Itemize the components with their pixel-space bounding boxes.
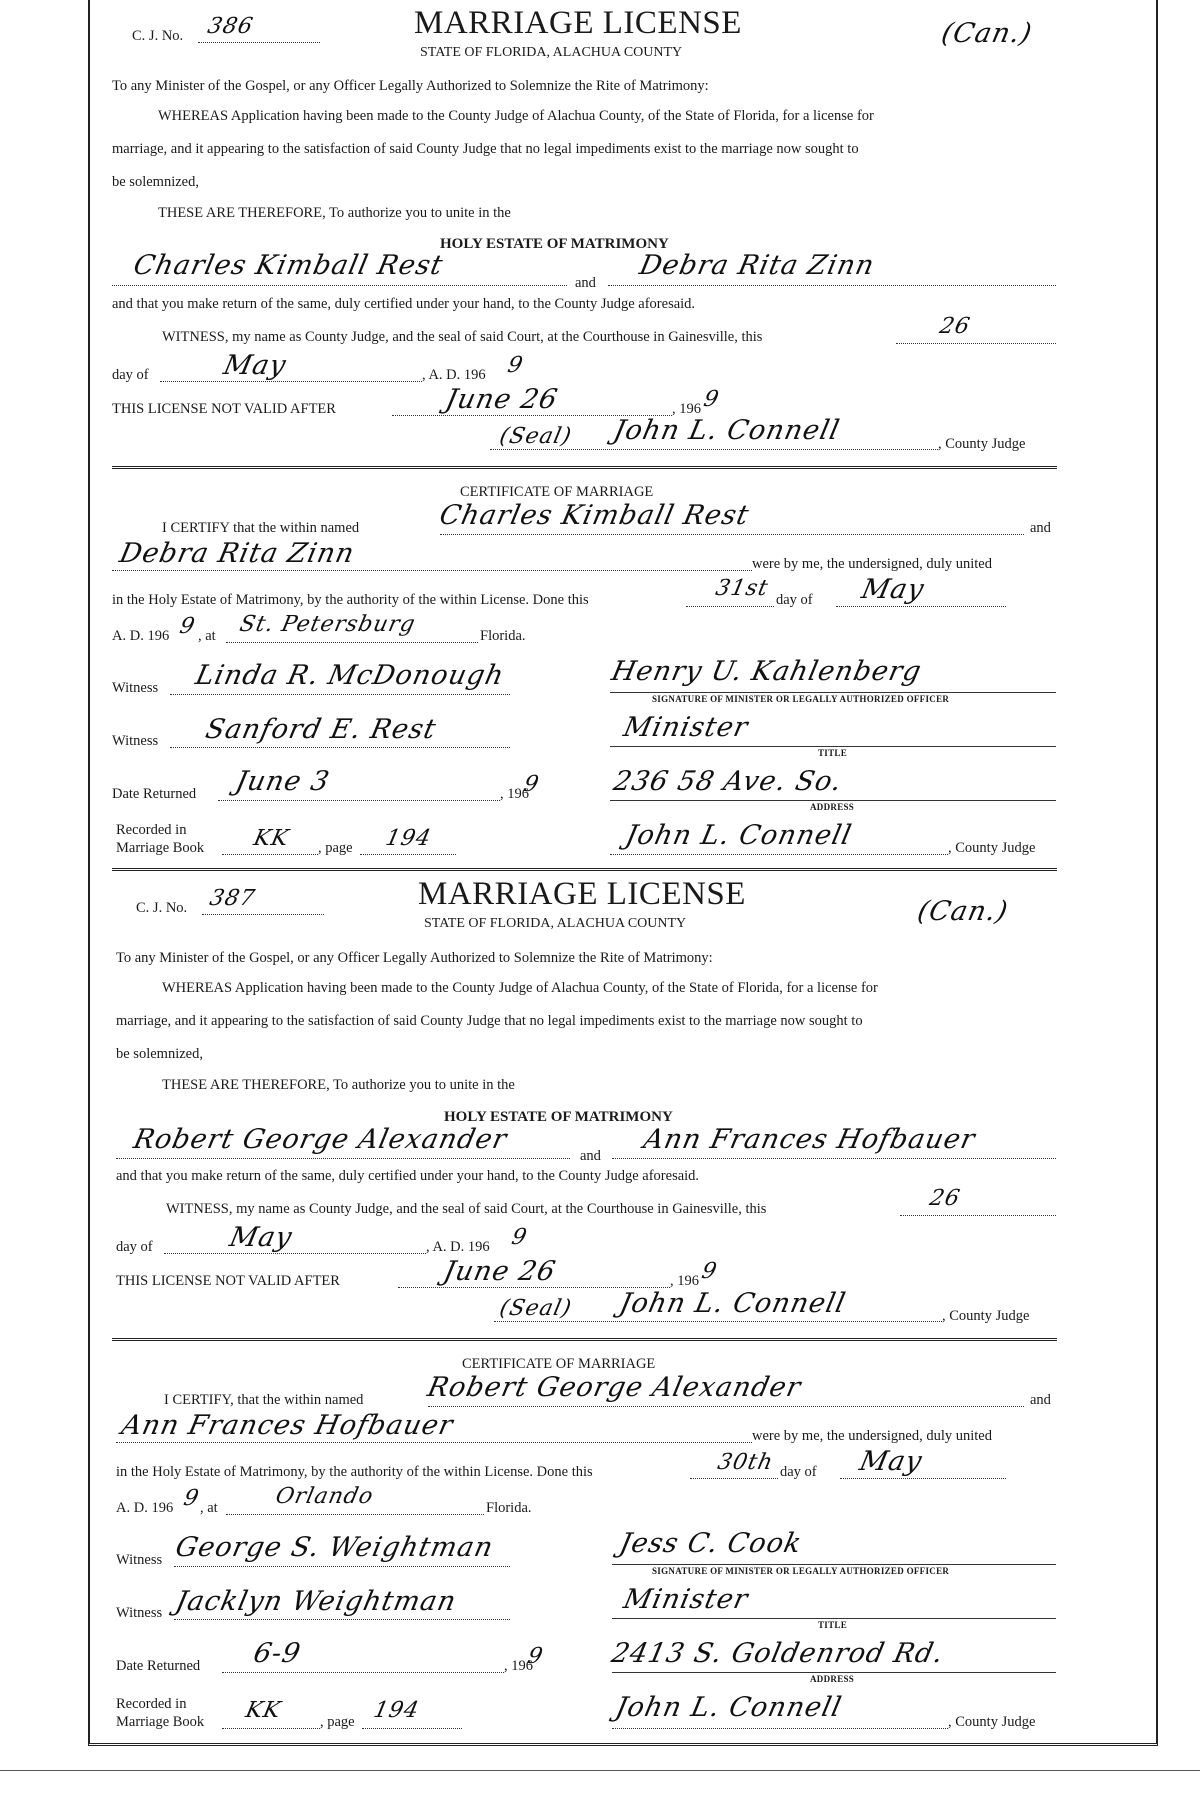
seal-mark: (Seal): [497, 1296, 575, 1321]
judge-signature: John L. Connell: [622, 820, 855, 851]
ad-label: A. D. 196: [112, 628, 170, 644]
certificate-heading: CERTIFICATE OF MARRIAGE: [460, 484, 654, 500]
witness2-label: Witness: [112, 733, 159, 749]
bride-line: [112, 570, 752, 571]
signature-caption: SIGNATURE OF MINISTER OR LEGALLY AUTHORIZED OFFICER: [652, 694, 950, 704]
whereas-line-2: marriage, and it appearing to the satisfaction of said County Judge that no legal impediments exist to the marriage now sought to: [116, 1013, 863, 1029]
book-line: [222, 1728, 320, 1729]
witness-day: 26: [927, 1186, 963, 1211]
officer-address: 236 58 Ave. So.: [610, 766, 846, 797]
judge-signature: John L. Connell: [616, 1288, 849, 1319]
witness1-label: Witness: [112, 680, 159, 696]
certify-label: I CERTIFY that the within named: [162, 520, 360, 536]
witness-day-line: [896, 343, 1056, 344]
whereas-line-1: WHEREAS Application having been made to the County Judge of Alachua County, of the State of Florida, for a license for: [158, 108, 874, 124]
united-label: were by me, the undersigned, duly united: [752, 1428, 992, 1444]
done-month-line: [840, 1478, 1006, 1479]
returned-year-digit: 9: [525, 1644, 546, 1669]
scan-edge-line: [0, 1770, 1200, 1771]
section-divider: [112, 1338, 1057, 1341]
ad-year-digit: 9: [177, 614, 198, 639]
groom-line: [440, 534, 1024, 535]
these-are-therefore: THESE ARE THEREFORE, To authorize you to unite in the: [162, 1077, 515, 1093]
done-day: 31st: [713, 576, 771, 601]
license-title: MARRIAGE LICENSE: [414, 5, 742, 41]
done-month: May: [856, 1446, 926, 1477]
groom-name: Robert George Alexander: [424, 1372, 805, 1403]
not-valid-date: June 26: [440, 1256, 559, 1287]
month-value: May: [226, 1222, 296, 1253]
done-day: 30th: [715, 1450, 776, 1475]
bride-name: Ann Frances Hofbauer: [118, 1410, 457, 1441]
whereas-line-1: WHEREAS Application having been made to the County Judge of Alachua County, of the State of Florida, for a license for: [162, 980, 878, 996]
whereas-line-3: be solemnized,: [112, 174, 199, 190]
seal-mark: (Seal): [497, 424, 575, 449]
section-divider: [112, 466, 1057, 469]
cj-number-label: C. J. No.: [136, 900, 188, 916]
and-label: and: [575, 275, 596, 291]
whereas-line-3: be solemnized,: [116, 1046, 203, 1062]
license-subtitle: STATE OF FLORIDA, ALACHUA COUNTY: [420, 45, 683, 60]
place-value: St. Petersburg: [237, 612, 418, 637]
returned-year-label: , 196: [504, 1658, 533, 1674]
date-returned-line: [218, 800, 500, 801]
witness2-signature: Jacklyn Weightman: [172, 1586, 460, 1617]
groom-line: [116, 1158, 570, 1159]
bride-line: [612, 1158, 1056, 1159]
certify-label: I CERTIFY, that the within named: [164, 1392, 364, 1408]
ad-label: A. D. 196: [116, 1500, 174, 1516]
not-valid-date: June 26: [442, 384, 561, 415]
at-label: , at: [200, 1500, 218, 1516]
florida-label: Florida.: [486, 1500, 532, 1516]
done-month-line: [836, 606, 1006, 607]
officer-signature: Henry U. Kahlenberg: [608, 656, 925, 687]
judge-title: , County Judge: [948, 840, 1036, 856]
day-of-label: day of: [112, 367, 149, 383]
place-line: [226, 642, 478, 643]
day-of-label: day of: [116, 1239, 153, 1255]
officer-signature: Jess C. Cook: [616, 1528, 805, 1559]
recorded-label-2: Marriage Book: [116, 840, 205, 856]
judge-signature-line: [612, 1728, 948, 1729]
groom-name: Charles Kimball Rest: [130, 250, 447, 281]
at-label: , at: [198, 628, 216, 644]
bride-name: Debra Rita Zinn: [116, 538, 358, 569]
address-line: To any Minister of the Gospel, or any Officer Legally Authorized to Solemnize the Rite of Matrimony:: [112, 78, 709, 94]
title-caption: TITLE: [818, 1620, 848, 1630]
whereas-line-2: marriage, and it appearing to the satisfaction of said County Judge that no legal impediments exist to the marriage now sought to: [112, 141, 859, 157]
book-value: KK: [251, 826, 292, 851]
witness1-line: [174, 1566, 510, 1567]
judge-signature: John L. Connell: [612, 1692, 845, 1723]
florida-label: Florida.: [480, 628, 526, 644]
signature-caption: SIGNATURE OF MINISTER OR LEGALLY AUTHORIZED OFFICER: [652, 1566, 950, 1576]
not-valid-label: THIS LICENSE NOT VALID AFTER: [112, 401, 336, 417]
place-line: [226, 1514, 484, 1515]
witness-line: WITNESS, my name as County Judge, and the seal of said Court, at the Courthouse in Gainesville, this: [162, 329, 763, 345]
month-line: [160, 381, 422, 382]
cj-number-value: 387: [207, 886, 258, 911]
holy-estate-heading: HOLY ESTATE OF MATRIMONY: [444, 1109, 673, 1125]
witness1-label: Witness: [116, 1552, 163, 1568]
ad-label: , A. D. 196: [422, 367, 486, 383]
book-value: KK: [243, 1698, 284, 1723]
return-line: and that you make return of the same, duly certified under your hand, to the County Judge aforesaid.: [116, 1168, 700, 1184]
corner-note: (Can.): [938, 18, 1036, 49]
witness2-line: [174, 1619, 510, 1620]
bride-name: Debra Rita Zinn: [636, 250, 878, 281]
groom-name: Charles Kimball Rest: [436, 500, 753, 531]
not-valid-year-label: , 196: [670, 1273, 699, 1289]
officer-title-line: [612, 1618, 1056, 1619]
witness1-signature: George S. Weightman: [172, 1532, 497, 1563]
cj-number-value: 386: [205, 14, 256, 39]
done-day-line: [690, 1478, 778, 1479]
certificate-heading: CERTIFICATE OF MARRIAGE: [462, 1356, 656, 1372]
and-label: and: [1030, 1392, 1051, 1408]
cj-number-line: [202, 914, 324, 915]
cj-number-label: C. J. No.: [132, 28, 184, 44]
date-returned: June 3: [232, 766, 333, 797]
officer-address-line: [612, 1672, 1056, 1673]
day-of-label: day of: [776, 592, 813, 608]
address-caption: ADDRESS: [810, 802, 855, 812]
witness-day-line: [900, 1215, 1056, 1216]
section-divider: [112, 868, 1057, 871]
officer-signature-line: [612, 1564, 1056, 1565]
witness-day: 26: [937, 314, 973, 339]
these-are-therefore: THESE ARE THEREFORE, To authorize you to unite in the: [158, 205, 511, 221]
groom-line: [112, 285, 567, 286]
holy-estate-heading: HOLY ESTATE OF MATRIMONY: [440, 236, 669, 252]
day-of-label: day of: [780, 1464, 817, 1480]
witness-line: WITNESS, my name as County Judge, and the seal of said Court, at the Courthouse in Gainesville, this: [166, 1201, 767, 1217]
ad-year-digit: 9: [505, 353, 526, 378]
bride-name: Ann Frances Hofbauer: [640, 1124, 979, 1155]
not-valid-year-digit: 9: [699, 1259, 720, 1284]
place-value: Orlando: [273, 1484, 376, 1509]
not-valid-label: THIS LICENSE NOT VALID AFTER: [116, 1273, 340, 1289]
not-valid-year-digit: 9: [701, 387, 722, 412]
returned-year-digit: 9: [521, 772, 542, 797]
page-label: , page: [320, 1714, 355, 1730]
month-line: [164, 1253, 426, 1254]
officer-address: 2413 S. Goldenrod Rd.: [608, 1638, 947, 1669]
bride-line: [116, 1442, 752, 1443]
ad-year-digit: 9: [509, 1225, 530, 1250]
officer-title: Minister: [620, 712, 752, 743]
page-value: 194: [371, 1698, 422, 1723]
witness1-signature: Linda R. McDonough: [192, 660, 508, 691]
witness1-line: [170, 694, 510, 695]
done-month: May: [858, 574, 928, 605]
judge-signature-line: [610, 854, 948, 855]
recorded-label-1: Recorded in: [116, 822, 187, 838]
title-caption: TITLE: [818, 748, 848, 758]
recorded-label-1: Recorded in: [116, 1696, 187, 1712]
license-subtitle: STATE OF FLORIDA, ALACHUA COUNTY: [424, 916, 687, 931]
license-title: MARRIAGE LICENSE: [418, 876, 746, 912]
recorded-label-2: Marriage Book: [116, 1714, 205, 1730]
cj-number-line: [198, 42, 320, 43]
officer-title-line: [610, 746, 1056, 747]
corner-note: (Can.): [914, 896, 1012, 927]
page-line: [360, 854, 456, 855]
page-value: 194: [383, 826, 434, 851]
book-line: [222, 854, 318, 855]
bride-line: [608, 285, 1056, 286]
address-caption: ADDRESS: [810, 1674, 855, 1684]
officer-address-line: [610, 800, 1056, 801]
judge-signature: John L. Connell: [610, 415, 843, 446]
return-line: and that you make return of the same, duly certified under your hand, to the County Judge aforesaid.: [112, 296, 696, 312]
judge-signature-line: [494, 1321, 942, 1322]
done-day-line: [686, 606, 774, 607]
and-label: and: [580, 1148, 601, 1164]
witness2-signature: Sanford E. Rest: [202, 714, 440, 745]
officer-signature-line: [610, 692, 1056, 693]
date-returned-line: [222, 1672, 504, 1673]
judge-title: , County Judge: [948, 1714, 1036, 1730]
returned-year-label: , 196: [500, 786, 529, 802]
ad-year-digit: 9: [181, 1486, 202, 1511]
not-valid-year-label: , 196: [672, 401, 701, 417]
witness2-label: Witness: [116, 1605, 163, 1621]
date-returned: 6-9: [250, 1638, 304, 1669]
date-returned-label: Date Returned: [116, 1658, 201, 1674]
officer-title: Minister: [620, 1584, 752, 1615]
and-label: and: [1030, 520, 1051, 536]
groom-line: [428, 1406, 1024, 1407]
date-returned-label: Date Returned: [112, 786, 197, 802]
united-label: were by me, the undersigned, duly united: [752, 556, 992, 572]
page-line: [362, 1728, 462, 1729]
groom-name: Robert George Alexander: [130, 1124, 511, 1155]
page-label: , page: [318, 840, 353, 856]
judge-signature-line: [490, 449, 938, 450]
ad-label: , A. D. 196: [426, 1239, 490, 1255]
month-value: May: [220, 350, 290, 381]
authority-label: in the Holy Estate of Matrimony, by the authority of the within License. Done this: [116, 1464, 593, 1480]
witness2-line: [170, 747, 510, 748]
authority-label: in the Holy Estate of Matrimony, by the authority of the within License. Done this: [112, 592, 589, 608]
judge-title: , County Judge: [938, 436, 1026, 452]
judge-title: , County Judge: [942, 1308, 1030, 1324]
address-line: To any Minister of the Gospel, or any Officer Legally Authorized to Solemnize the Rite of Matrimony:: [116, 950, 713, 966]
